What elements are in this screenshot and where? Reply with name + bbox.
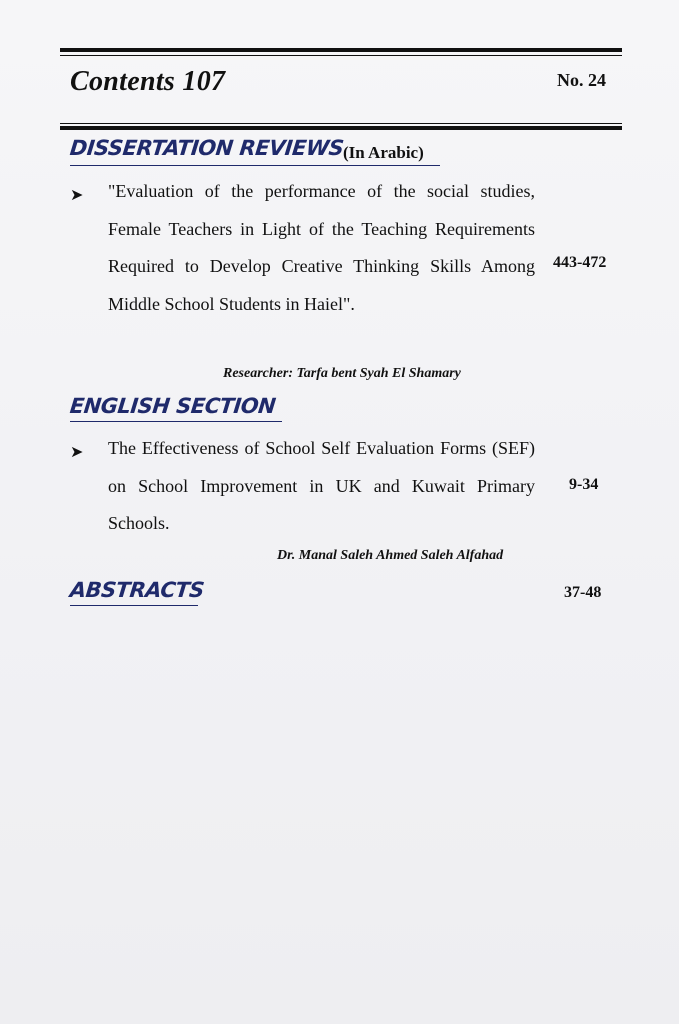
header-rule <box>60 126 622 130</box>
english-pages: 9-34 <box>569 476 599 493</box>
issue-number: No. 24 <box>557 70 606 90</box>
top-rule <box>60 48 622 52</box>
english-section-heading: ENGLISH SECTION <box>68 394 277 418</box>
header-rule-thin <box>60 123 622 124</box>
english-author: Dr. Manal Saleh Ahmed Saleh Alfahad <box>277 548 504 563</box>
abstracts-heading: ABSTRACTS <box>68 578 206 602</box>
contents-title: Contents 107 <box>70 66 226 97</box>
bullet-arrow-icon: ➤ <box>70 187 84 204</box>
dissertation-author: Researcher: Tarfa bent Syah El Shamary <box>223 366 461 381</box>
dissertation-pages: 443-472 <box>553 254 607 271</box>
bullet-arrow-icon: ➤ <box>70 444 84 461</box>
abstracts-pages: 37-48 <box>564 584 602 601</box>
english-entry-text: The Effectiveness of School Self Evaluation Forms (SEF) on School Improvement in UK and Kuwait Primary Schools. <box>108 438 535 533</box>
abstracts-underline <box>70 605 198 606</box>
dissertation-underline <box>70 165 440 166</box>
arabic-note: (In Arabic) <box>343 143 424 162</box>
top-rule-thin <box>60 55 622 56</box>
english-underline <box>70 421 282 422</box>
dissertation-reviews-heading: DISSERTATION REVIEWS <box>68 136 345 160</box>
dissertation-entry-text: "Evaluation of the performance of the social studies, Female Teachers in Light of the Teaching Requirements Required to Develop Creative Thinking Skills Among Middle School Students in Haiel". <box>108 181 535 314</box>
